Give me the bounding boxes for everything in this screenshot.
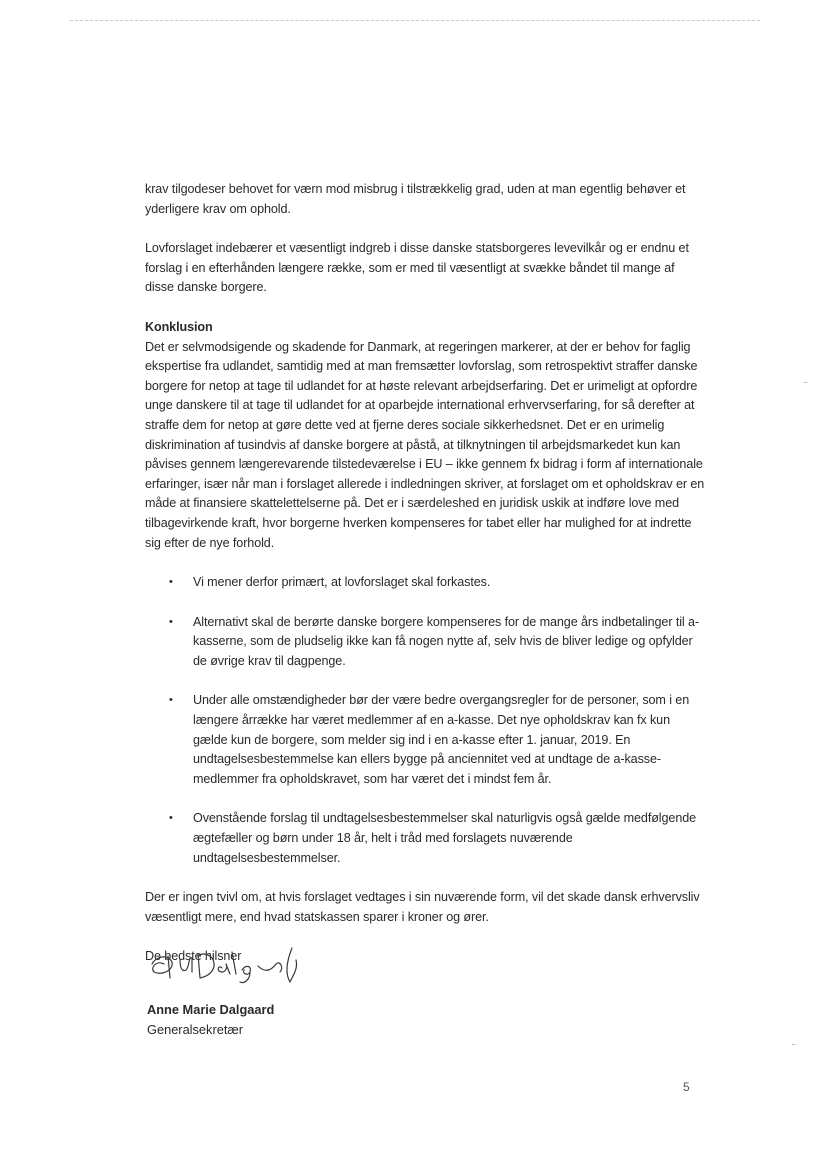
page-number: 5 — [683, 1080, 690, 1094]
signer-block — [147, 1000, 274, 1040]
list-item — [145, 573, 705, 593]
list-item-text: Alternativt skal de berørte danske borgere kompenseres for de mange års indbetalinger til a-kasserne, som de pludselig ikke kan få nogen nytte af, selv hvis de bliver ledige og opfylder de øvrige krav til dagpenge. — [193, 614, 700, 668]
handwritten-signature — [146, 942, 316, 990]
signer-title: Generalsekretær — [147, 1022, 244, 1037]
bullet-icon: • — [169, 576, 173, 589]
list-item — [145, 613, 705, 672]
paragraph-impact: Lovforslaget indebærer et væsentligt indgreb i disse danske statsborgeres levevilkår og er endnu et forslag i en efterhånden længere række, som er med til væsentligt at svække båndet til mange af disse danske borgere. — [145, 241, 689, 295]
top-scan-rule — [70, 20, 760, 21]
scan-speck — [804, 382, 807, 383]
closing-paragraph: Der er ingen tvivl om, at hvis forslaget vedtages i sin nuværende form, vil det skade dansk erhvervsliv væsentligt mere, end hvad statskassen sparer i kroner og ører. — [145, 890, 700, 924]
greeting: De bedste hilsner — [145, 949, 242, 964]
scan-speck — [792, 1044, 795, 1045]
list-item-text: Vi mener derfor primært, at lovforslaget skal forkastes. — [193, 575, 491, 590]
conclusion-heading: Konklusion — [145, 319, 213, 334]
letter-body — [145, 180, 705, 967]
recommendation-list — [145, 573, 705, 868]
list-item — [145, 691, 705, 789]
bullet-icon: • — [169, 812, 173, 825]
bullet-icon: • — [169, 615, 173, 628]
paragraph-continuation: krav tilgodeser behovet for værn mod misbrug i tilstrækkelig grad, uden at man egentlig behøver et yderligere krav om ophold. — [145, 182, 686, 216]
conclusion-paragraph: Det er selvmodsigende og skadende for Danmark, at regeringen markerer, at der er behov for faglig ekspertise fra udlandet, samtidig med at man fremsætter lovforslag, som retrospektivt straffer danske borgere for netop at tage til udlandet for at høste relevant arbejdserfaring. Det er urimeligt at opfordre unge danskere til at tage til udlandet for at oparbejde international erhvervserfaring, for så derefter at straffe dem for netop at gøre dette ved at fjerne deres sociale sikkerhedsnet. Det er en urimelig diskrimination af tusindvis af danske borgere at påstå, at tilknytningen til arbejdsmarkedet kun kan påvises gennem længerevarende tilstedeværelse i EU – ikke gennem fx bidrag i form af internationale erfaringer, især når man i forslaget allerede i indledningen skriver, at forslaget om et opholdskrav er en måde at finansiere skattelettelserne på. Det er i særdeleshed en juridisk uskik at indføre love med tilbagevirkende kraft, hvor borgerne hverken kompenseres for tabet eller har mulighed for at indrette sig efter de nye forhold. — [145, 339, 705, 550]
list-item — [145, 809, 705, 868]
list-item-text: Under alle omstændigheder bør der være bedre overgangsregler for de personer, som i en længere årrække har været medlemmer af en a-kasse. Det nye opholdskrav kan fx kun gælde kun de borgere, som melder sig ind i en a-kasse efter 1. januar, 2019. En undtagelsesbestemmelse kan ellers bygge på anciennitet ved at undtage de a-kasse-medlemmer fra opholdskravet, som har været det i mindst fem år. — [193, 693, 690, 786]
list-item-text: Ovenstående forslag til undtagelsesbestemmelser skal naturligvis også gælde medfølgende ægtefæller og børn under 18 år, helt i tråd med forslagets nuværende undtagelsesbestemmelser. — [193, 811, 697, 865]
signer-name: Anne Marie Dalgaard — [147, 1002, 275, 1017]
bullet-icon: • — [169, 694, 173, 707]
